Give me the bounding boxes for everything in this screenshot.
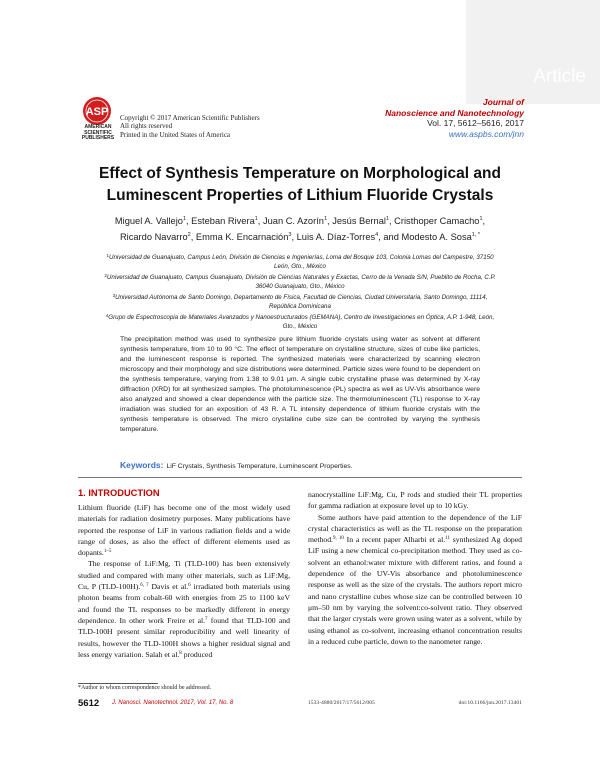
citation-ref: 7	[205, 616, 208, 622]
affiliation: $^3$Universidad Autónoma de Santo Domingo, Departamento de Física, Facultad de Ciencias, Ciudad Universitaria, Santo Domingo, 11114, República Dominicana	[112, 292, 488, 310]
asp-logo-icon	[80, 96, 114, 126]
copyright-notice: Copyright © 2017 American Scientific Publishers All rights reserved Printed in the United States of America	[120, 114, 260, 139]
correspondence-footnote: *Author to whom correspondence should be addressed.	[78, 685, 212, 691]
page-number: 5612	[78, 698, 100, 709]
citation-ref: 6	[188, 583, 191, 589]
body-column-right	[308, 489, 522, 647]
journal-info	[385, 97, 524, 139]
body-column-left	[78, 502, 290, 660]
section-heading: 1. INTRODUCTION	[78, 488, 160, 498]
paragraph: Lithium fluoride (LiF) has become one of the most widely used materials for radiation dosimetry purposes. Many publications have reported the response of LiF in various radiation fields and a wide range of doses, as also the effect of different elements used as dopants.$^{1-5}$	[78, 503, 290, 558]
author-name: Emma K. Encarnación	[195, 231, 289, 242]
author-name: Miguel A. Vallejo	[114, 216, 183, 226]
author-name: Jesús Bernal	[332, 216, 386, 226]
abstract: The precipitation method was used to synthesize pure lithium fluoride crystals using water as solvent at different synthesis temperature, from 10 to 90 °C. The effect of temperature on crystalline structure, sizes of cube like particles, and the luminescent response is reported. The synthesized materials were characterized by scanning electron microscopy and their morphology and size distributions were determined. Particle sizes were found to be dependent on the synthesis temperature, varying from 1.38 to 9.01 μm. A single cubic crystalline phase was determined by X-ray diffraction (XRD) for all synthesized samples. The photoluminescence (PL) spectra as well as UV-Vis absorbance were also analyzed and showed a clear dependence with the particle size. The thermoluminescent (TL) response to X-ray irradiation was studied for an exposition of 43 R. A TL intensity dependence of lithium fluoride crystals with the synthesis temperature is observed. The micro crystalline cube size can be controlled by varying the synthesis temperature.	[120, 336, 480, 434]
footer-doi: doi:10.1166/jnn.2017.13401	[458, 700, 522, 706]
author-name: Luis A. Díaz-Torres	[296, 231, 376, 242]
journal-name-line1: Journal of	[482, 97, 524, 107]
keywords-text: LiF Crystals, Synthesis Temperature, Luminescent Properties.	[166, 463, 353, 470]
section-divider	[78, 477, 522, 478]
journal-volume: Vol. 17, 5612–5616, 2017	[427, 118, 524, 128]
author-name: Ricardo Navarro	[119, 231, 188, 242]
citation-ref: 11	[445, 536, 450, 542]
paragraph: Some authors have paid attention to the dependence of the LiF crystal characteristics as well as the TL response on the preparation method.$^{9, 10}$ In a recent paper Alharbi et al.$^{11}$ synthesized Ag doped LiF using a new chemical co-precipitation method. They used as co-solvent an ethanol:water mixture with different ratios, and found a dependence of the UV-Vis absorbance and photoluminescence response as well as the size of the crystals. The authors report micro and nano crystalline cubes whose size can be controlled between 10 μm–50 nm by varying the solvent:co-solvent ratio. They observed that the larger crystals were grown using water as a solvent, while by using ethanol as co-solvent, increasing ethanol concentration results in a reduced cube particle, down to the nanometer range.	[308, 512, 523, 646]
journal-url-link[interactable]: www.aspbs.com/jnn	[448, 128, 524, 139]
affiliation: $^2$Universidad de Guanajuato, Campus Guanajuato, División de Ciencias Naturales y Exactas, Cerro de la Venada S/N, Pueblito de Rocha, C.P. 36040 Guanajuato, Gto., México	[104, 272, 496, 290]
author-name: Modesto A. Sosa	[401, 231, 472, 242]
footnote-divider	[78, 683, 158, 684]
affiliation: $^1$Universidad de Guanajuato, Campus León, División de Ciencias e Ingenierías, Loma del Bosque 103, Colonia Lomas del Campestre, 37150 León, Gto., México	[106, 253, 494, 270]
article-type-tab	[466, 0, 600, 104]
affiliation: $^4$Grupo de Espectroscopia de Materiales Avanzados y Nanoestructurados (GEMANA), Centro de Investigaciones en Óptica, A.P. 1-948, León, Gto., México	[105, 312, 495, 330]
author-name: Juan C. Azorín	[262, 216, 324, 226]
citation-ref: 1–5	[103, 549, 112, 555]
footer-issn: 1533-4880/2017/17/5612/005	[308, 700, 375, 706]
paragraph: The response of LiF:Mg, Ti (TLD-100) has been extensively studied and compared with many other materials, such as LiF:Mg, Cu, P (TLD-100H).$^{6, 7}$ Davis et al.$^6$ irradiated both materials using photon beams from cobalt-60 with energies from 25 to 1100 keV and found the TL responses to be markedly different in energy dependence. In other work Freire et al.$^7$ found that TLD-100 and TLD-100H present similar reproducibility and well linearity of results, however the TLD-100H shows a higher residual signal and less energy variation. Salah et al.$^8$ produced	[78, 559, 291, 659]
keywords-label: Keywords:	[120, 460, 164, 470]
logo-mark: ASP	[85, 106, 109, 118]
author-name: Cristhoper Camacho	[394, 216, 480, 226]
citation-ref: 8	[179, 650, 182, 656]
paragraph: nanocrystalline LiF:Mg, Cu, P rods and studied their TL properties for gamma radiation at exposure level up to 10 kGy.	[308, 490, 522, 511]
citation-ref: 6, 7	[140, 583, 149, 589]
affiliation-list	[100, 252, 500, 332]
citation-ref: 9, 10	[332, 536, 344, 542]
author-name: Esteban Rivera	[191, 216, 255, 226]
keywords	[120, 460, 480, 470]
article-type-label: Article	[533, 66, 586, 87]
footer-citation: J. Nanosci. Nanotechnol. 2017, Vol. 17, No. 8	[112, 700, 234, 706]
publisher-name: AMERICAN SCIENTIFIC PUBLISHERS	[81, 124, 115, 142]
author-list: Miguel A. Vallejo$^1$, Esteban Rivera$^1$, Juan C. Azorín$^1$, Jesús Bernal$^1$, Cristhoper Camacho$^1$, Ricardo Navarro$^2$, Emma K. Encarnación$^3$, Luis A. Díaz-Torres$^4$, and Modesto A. Sosa$^{1, *}$	[114, 216, 486, 242]
journal-name-line2: Nanoscience and Nanotechnology	[385, 107, 524, 118]
paper-title: Effect of Synthesis Temperature on Morphological and Luminescent Properties of Lithium Fluoride Crystals	[99, 165, 501, 204]
